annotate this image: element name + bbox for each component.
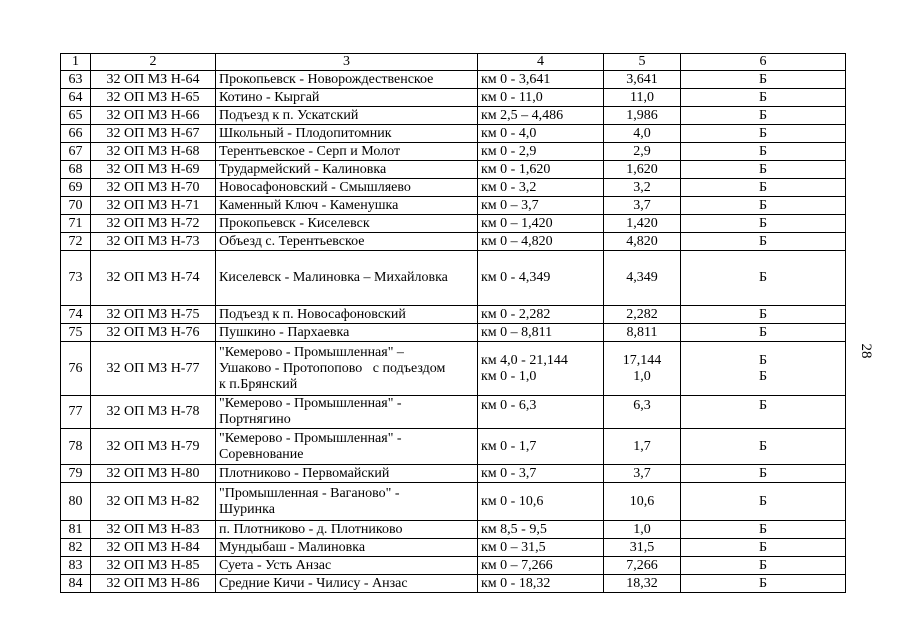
- cell-num: 74: [61, 306, 91, 324]
- cell-road-name: Плотниково - Первомайский: [216, 465, 478, 483]
- cell-length: 2,9: [604, 143, 681, 161]
- cell-km-range: км 0 – 31,5: [478, 539, 604, 557]
- cell-road-code: 32 ОП МЗ Н-74: [91, 251, 216, 306]
- table-row: [61, 324, 846, 342]
- cell-road-code: 32 ОП МЗ Н-79: [91, 429, 216, 465]
- table-row: [61, 179, 846, 197]
- cell-road-code: 32 ОП МЗ Н-86: [91, 575, 216, 593]
- cell-km-range: км 0 – 1,420: [478, 215, 604, 233]
- cell-num: 75: [61, 324, 91, 342]
- cell-road-code: 32 ОП МЗ Н-73: [91, 233, 216, 251]
- header-cell-3: 3: [216, 54, 478, 71]
- cell-road-name: Пушкино - Пархаевка: [216, 324, 478, 342]
- cell-road-name: "Промышленная - Ваганово" - Шуринка: [216, 483, 478, 521]
- cell-num: 80: [61, 483, 91, 521]
- cell-km-range: км 0 - 2,282: [478, 306, 604, 324]
- cell-num: 72: [61, 233, 91, 251]
- table-row: [61, 125, 846, 143]
- cell-road-code: 32 ОП МЗ Н-68: [91, 143, 216, 161]
- cell-road-code: 32 ОП МЗ Н-80: [91, 465, 216, 483]
- cell-category: Б: [681, 125, 846, 143]
- page-number: 28: [858, 343, 874, 359]
- cell-road-code: 32 ОП МЗ Н-70: [91, 179, 216, 197]
- table-body: [61, 54, 846, 593]
- cell-km-range: км 0 – 4,820: [478, 233, 604, 251]
- cell-category: Б: [681, 557, 846, 575]
- cell-road-name: Подъезд к п. Новосафоновский: [216, 306, 478, 324]
- cell-km-range: км 0 – 3,7: [478, 197, 604, 215]
- cell-num: 77: [61, 396, 91, 429]
- cell-road-code: 32 ОП МЗ Н-77: [91, 342, 216, 396]
- cell-road-code: 32 ОП МЗ Н-83: [91, 521, 216, 539]
- cell-num: 66: [61, 125, 91, 143]
- cell-road-name: Прокопьевск - Киселевск: [216, 215, 478, 233]
- cell-length: 8,811: [604, 324, 681, 342]
- cell-road-name: Терентьевское - Серп и Молот: [216, 143, 478, 161]
- cell-road-name: Новосафоновский - Смышляево: [216, 179, 478, 197]
- cell-length: 1,986: [604, 107, 681, 125]
- cell-road-code: 32 ОП МЗ Н-71: [91, 197, 216, 215]
- cell-category: Б: [681, 324, 846, 342]
- cell-num: 73: [61, 251, 91, 306]
- cell-road-name: Трудармейский - Калиновка: [216, 161, 478, 179]
- cell-length: 31,5: [604, 539, 681, 557]
- cell-road-code: 32 ОП МЗ Н-69: [91, 161, 216, 179]
- cell-num: 84: [61, 575, 91, 593]
- cell-length: 10,6: [604, 483, 681, 521]
- cell-num: 67: [61, 143, 91, 161]
- cell-category: Б: [681, 71, 846, 89]
- cell-category: Б: [681, 483, 846, 521]
- cell-category: Б: [681, 233, 846, 251]
- cell-length: 18,32: [604, 575, 681, 593]
- cell-road-code: 32 ОП МЗ Н-84: [91, 539, 216, 557]
- cell-km-range: км 0 - 6,3: [478, 396, 604, 429]
- cell-km-range: км 0 - 18,32: [478, 575, 604, 593]
- table-row: [61, 251, 846, 306]
- cell-category: Б: [681, 465, 846, 483]
- table-row: [61, 197, 846, 215]
- cell-km-range: км 0 - 3,2: [478, 179, 604, 197]
- cell-category: Б: [681, 539, 846, 557]
- cell-num: 65: [61, 107, 91, 125]
- cell-road-name: Объезд с. Терентьевское: [216, 233, 478, 251]
- cell-num: 82: [61, 539, 91, 557]
- cell-length: 2,282: [604, 306, 681, 324]
- cell-num: 79: [61, 465, 91, 483]
- cell-km-range: км 0 - 4,349: [478, 251, 604, 306]
- table-row: [61, 465, 846, 483]
- cell-num: 68: [61, 161, 91, 179]
- cell-category: Б: [681, 215, 846, 233]
- roads-table: [60, 53, 846, 593]
- cell-km-range: км 0 - 2,9: [478, 143, 604, 161]
- cell-km-range: км 2,5 – 4,486: [478, 107, 604, 125]
- cell-km-range: км 8,5 - 9,5: [478, 521, 604, 539]
- cell-road-name: Прокопьевск - Новорождественское: [216, 71, 478, 89]
- table-row: [61, 429, 846, 465]
- table-row: [61, 89, 846, 107]
- cell-category: Б: [681, 197, 846, 215]
- cell-road-code: 32 ОП МЗ Н-66: [91, 107, 216, 125]
- cell-category: Б: [681, 575, 846, 593]
- cell-km-range: км 4,0 - 21,144 км 0 - 1,0: [478, 342, 604, 396]
- cell-road-code: 32 ОП МЗ Н-75: [91, 306, 216, 324]
- cell-category: Б: [681, 521, 846, 539]
- cell-category: Б: [681, 107, 846, 125]
- cell-length: 1,620: [604, 161, 681, 179]
- cell-road-code: 32 ОП МЗ Н-64: [91, 71, 216, 89]
- cell-length: 7,266: [604, 557, 681, 575]
- cell-km-range: км 0 – 8,811: [478, 324, 604, 342]
- header-cell-1: 1: [61, 54, 91, 71]
- cell-num: 71: [61, 215, 91, 233]
- cell-num: 63: [61, 71, 91, 89]
- cell-km-range: км 0 - 3,7: [478, 465, 604, 483]
- cell-num: 69: [61, 179, 91, 197]
- cell-road-name: Подъезд к п. Ускатский: [216, 107, 478, 125]
- cell-road-name: Суета - Усть Анзас: [216, 557, 478, 575]
- table-row: [61, 143, 846, 161]
- table-row: [61, 107, 846, 125]
- cell-road-name: Каменный Ключ - Каменушка: [216, 197, 478, 215]
- cell-num: 81: [61, 521, 91, 539]
- table-row: [61, 215, 846, 233]
- cell-category: Б: [681, 161, 846, 179]
- cell-category: Б: [681, 396, 846, 429]
- cell-road-code: 32 ОП МЗ Н-65: [91, 89, 216, 107]
- cell-road-code: 32 ОП МЗ Н-76: [91, 324, 216, 342]
- cell-length: 11,0: [604, 89, 681, 107]
- cell-length: 4,820: [604, 233, 681, 251]
- cell-road-name: "Кемерово - Промышленная" – Ушаково - Протопопово с подъездом к п.Брянский: [216, 342, 478, 396]
- table-row: [61, 539, 846, 557]
- cell-category: Б: [681, 143, 846, 161]
- header-row: [61, 54, 846, 71]
- cell-category: Б: [681, 179, 846, 197]
- cell-km-range: км 0 – 7,266: [478, 557, 604, 575]
- cell-length: 17,144 1,0: [604, 342, 681, 396]
- cell-road-name: Школьный - Плодопитомник: [216, 125, 478, 143]
- header-cell-4: 4: [478, 54, 604, 71]
- cell-category: Б: [681, 306, 846, 324]
- header-cell-2: 2: [91, 54, 216, 71]
- cell-km-range: км 0 - 10,6: [478, 483, 604, 521]
- cell-road-name: Котино - Кыргай: [216, 89, 478, 107]
- cell-km-range: км 0 - 4,0: [478, 125, 604, 143]
- cell-num: 64: [61, 89, 91, 107]
- cell-length: 3,7: [604, 197, 681, 215]
- header-cell-5: 5: [604, 54, 681, 71]
- cell-category: Б: [681, 251, 846, 306]
- table-row: [61, 306, 846, 324]
- cell-length: 3,7: [604, 465, 681, 483]
- table-row: [61, 233, 846, 251]
- table-row: [61, 521, 846, 539]
- cell-road-code: 32 ОП МЗ Н-67: [91, 125, 216, 143]
- cell-num: 70: [61, 197, 91, 215]
- cell-km-range: км 0 - 1,620: [478, 161, 604, 179]
- cell-km-range: км 0 - 1,7: [478, 429, 604, 465]
- cell-category: Б: [681, 429, 846, 465]
- table-row: [61, 557, 846, 575]
- cell-category: Б Б: [681, 342, 846, 396]
- cell-km-range: км 0 - 11,0: [478, 89, 604, 107]
- cell-length: 4,0: [604, 125, 681, 143]
- cell-road-name: Средние Кичи - Чилису - Анзас: [216, 575, 478, 593]
- cell-road-name: Киселевск - Малиновка – Михайловка: [216, 251, 478, 306]
- table-row: [61, 396, 846, 429]
- cell-category: Б: [681, 89, 846, 107]
- cell-road-name: Мундыбаш - Малиновка: [216, 539, 478, 557]
- header-cell-6: 6: [681, 54, 846, 71]
- cell-num: 76: [61, 342, 91, 396]
- cell-road-code: 32 ОП МЗ Н-72: [91, 215, 216, 233]
- cell-road-code: 32 ОП МЗ Н-78: [91, 396, 216, 429]
- cell-length: 3,641: [604, 71, 681, 89]
- table-row: [61, 483, 846, 521]
- cell-road-code: 32 ОП МЗ Н-85: [91, 557, 216, 575]
- table-row: [61, 342, 846, 396]
- cell-road-name: "Кемерово - Промышленная" - Портнягино: [216, 396, 478, 429]
- cell-length: 6,3: [604, 396, 681, 429]
- cell-length: 1,420: [604, 215, 681, 233]
- cell-length: 4,349: [604, 251, 681, 306]
- cell-road-name: "Кемерово - Промышленная" - Соревнование: [216, 429, 478, 465]
- cell-road-name: п. Плотниково - д. Плотниково: [216, 521, 478, 539]
- cell-length: 1,0: [604, 521, 681, 539]
- cell-length: 1,7: [604, 429, 681, 465]
- cell-road-code: 32 ОП МЗ Н-82: [91, 483, 216, 521]
- cell-num: 78: [61, 429, 91, 465]
- cell-length: 3,2: [604, 179, 681, 197]
- table-row: [61, 71, 846, 89]
- table-row: [61, 575, 846, 593]
- cell-num: 83: [61, 557, 91, 575]
- table-row: [61, 161, 846, 179]
- cell-km-range: км 0 - 3,641: [478, 71, 604, 89]
